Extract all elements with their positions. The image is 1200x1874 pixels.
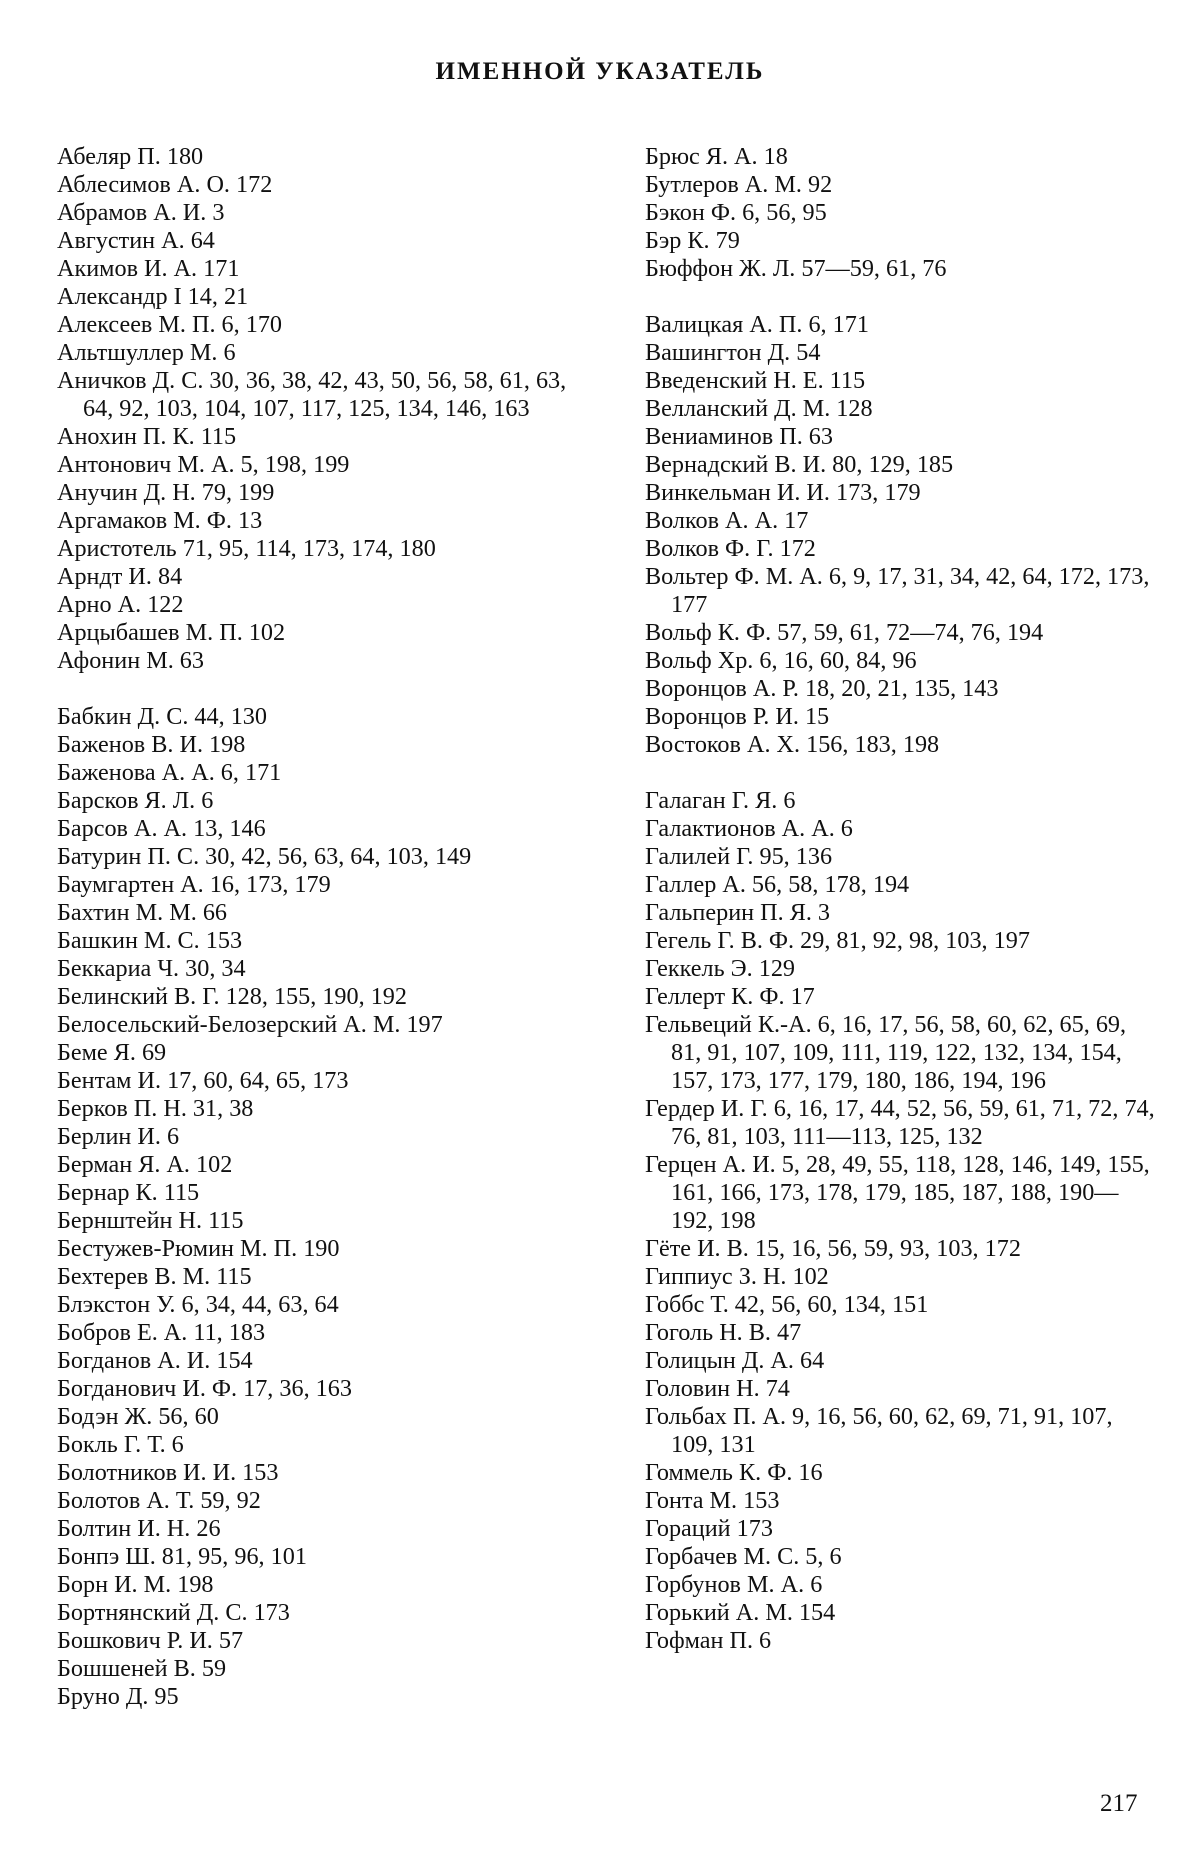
index-entry: Гоббс Т. 42, 56, 60, 134, 151	[645, 1291, 929, 1318]
index-entry: Болотников И. И. 153	[57, 1459, 279, 1486]
index-entry: Гораций 173	[645, 1515, 773, 1542]
page-title: ИМЕННОЙ УКАЗАТЕЛЬ	[435, 58, 765, 85]
index-entry: Винкельман И. И. 173, 179	[645, 479, 921, 506]
index-entry: Белосельский-Белозерский А. М. 197	[57, 1011, 443, 1038]
index-entry: Аничков Д. С. 30, 36, 38, 42, 43, 50, 56, 58, 61, 63, 64, 92, 103, 104, 107, 117, 125, 134, 146, 163	[57, 367, 567, 422]
index-entry: Бюффон Ж. Л. 57—59, 61, 76	[645, 255, 947, 282]
index-entry: Востоков А. Х. 156, 183, 198	[645, 731, 940, 758]
index-entry: Галактионов А. А. 6	[645, 815, 853, 842]
index-entry: Гердер И. Г. 6, 16, 17, 44, 52, 56, 59, 61, 71, 72, 74, 76, 81, 103, 111—113, 125, 132	[645, 1095, 1155, 1150]
index-entry: Афонин М. 63	[57, 647, 204, 674]
index-entry: Берлин И. 6	[57, 1123, 180, 1150]
page-number: 217	[1100, 1790, 1138, 1817]
index-entry: Гофман П. 6	[645, 1627, 772, 1654]
index-entry: Воронцов А. Р. 18, 20, 21, 135, 143	[645, 675, 999, 702]
index-entry: Головин Н. 74	[645, 1375, 790, 1402]
index-entry: Барсов А. А. 13, 146	[57, 815, 266, 842]
index-entry: Бэкон Ф. 6, 56, 95	[645, 199, 827, 226]
index-entry: Геллерт К. Ф. 17	[645, 983, 815, 1010]
index-entry: Барсков Я. Л. 6	[57, 787, 214, 814]
index-entry: Бехтерев В. М. 115	[57, 1263, 252, 1290]
index-entry: Вернадский В. И. 80, 129, 185	[645, 451, 954, 478]
index-entry: Августин А. 64	[57, 227, 215, 254]
index-entry: Голицын Д. А. 64	[645, 1347, 825, 1374]
index-entry: Велланский Д. М. 128	[645, 395, 873, 422]
index-entry: Гиппиус З. Н. 102	[645, 1263, 829, 1290]
index-entry: Александр I 14, 21	[57, 283, 249, 310]
index-entry: Баженова А. А. 6, 171	[57, 759, 282, 786]
index-entry: Горбачев М. С. 5, 6	[645, 1543, 842, 1570]
index-entry: Блэкстон У. 6, 34, 44, 63, 64	[57, 1291, 339, 1318]
index-entry: Бестужев-Рюмин М. П. 190	[57, 1235, 340, 1262]
index-entry: Галлер А. 56, 58, 178, 194	[645, 871, 910, 898]
index-entry: Борн И. М. 198	[57, 1571, 214, 1598]
index-entry: Горбунов М. А. 6	[645, 1571, 823, 1598]
index-entry: Геккель Э. 129	[645, 955, 796, 982]
index-entry: Баженов В. И. 198	[57, 731, 246, 758]
index-entry: Валицкая А. П. 6, 171	[645, 311, 869, 338]
index-entry: Вольф Хр. 6, 16, 60, 84, 96	[645, 647, 917, 674]
index-entry: Акимов И. А. 171	[57, 255, 240, 282]
letter-group-gap	[645, 283, 1155, 311]
index-entry: Гоммель К. Ф. 16	[645, 1459, 823, 1486]
index-entry: Бернштейн Н. 115	[57, 1207, 244, 1234]
index-entry: Берков П. Н. 31, 38	[57, 1095, 254, 1122]
index-entry: Бентам И. 17, 60, 64, 65, 173	[57, 1067, 349, 1094]
index-entry: Арцыбашев М. П. 102	[57, 619, 286, 646]
index-entry: Бабкин Д. С. 44, 130	[57, 703, 267, 730]
index-entry: Аблесимов А. О. 172	[57, 171, 273, 198]
index-entry: Белинский В. Г. 128, 155, 190, 192	[57, 983, 407, 1010]
index-entry: Бошшеней В. 59	[57, 1655, 227, 1682]
index-entry: Бутлеров А. М. 92	[645, 171, 833, 198]
index-entry: Беме Я. 69	[57, 1039, 167, 1066]
index-entry: Бернар К. 115	[57, 1179, 200, 1206]
index-entry: Бонпэ Ш. 81, 95, 96, 101	[57, 1543, 307, 1570]
index-entry: Бодэн Ж. 56, 60	[57, 1403, 219, 1430]
index-entry: Анучин Д. Н. 79, 199	[57, 479, 275, 506]
index-entry: Гельвеций К.-А. 6, 16, 17, 56, 58, 60, 62, 65, 69, 81, 91, 107, 109, 111, 119, 122, 132, 134, 154, 157, 173, 177, 179, 180, 186, 194, 196	[645, 1011, 1127, 1094]
index-entry: Аргамаков М. Ф. 13	[57, 507, 263, 534]
index-entry: Батурин П. С. 30, 42, 56, 63, 64, 103, 149	[57, 843, 472, 870]
letter-group-gap	[57, 675, 577, 703]
index-entry: Вольтер Ф. М. А. 6, 9, 17, 31, 34, 42, 64, 172, 173, 177	[645, 563, 1150, 618]
index-entry: Галаган Г. Я. 6	[645, 787, 796, 814]
index-entry: Богданов А. И. 154	[57, 1347, 253, 1374]
index-entry: Вашингтон Д. 54	[645, 339, 821, 366]
index-entry: Болотов А. Т. 59, 92	[57, 1487, 261, 1514]
index-entry: Гонта М. 153	[645, 1487, 780, 1514]
index-entry: Брюс Я. А. 18	[645, 143, 788, 170]
index-entry: Вольф К. Ф. 57, 59, 61, 72—74, 76, 194	[645, 619, 1044, 646]
index-entry: Вениаминов П. 63	[645, 423, 833, 450]
index-entry: Бошкович Р. И. 57	[57, 1627, 244, 1654]
index-entry: Альтшуллер М. 6	[57, 339, 236, 366]
index-column-right	[645, 143, 1155, 1655]
index-entry: Абеляр П. 180	[57, 143, 204, 170]
index-entry: Горький А. М. 154	[645, 1599, 836, 1626]
index-entry: Галилей Г. 95, 136	[645, 843, 833, 870]
index-entry: Бахтин М. М. 66	[57, 899, 228, 926]
index-entry: Бобров Е. А. 11, 183	[57, 1319, 266, 1346]
index-entry: Берман Я. А. 102	[57, 1151, 233, 1178]
index-entry: Абрамов А. И. 3	[57, 199, 225, 226]
index-entry: Бэр К. 79	[645, 227, 740, 254]
index-entry: Арндт И. 84	[57, 563, 183, 590]
index-entry: Введенский Н. Е. 115	[645, 367, 866, 394]
index-entry: Бокль Г. Т. 6	[57, 1431, 184, 1458]
index-column-left	[57, 143, 577, 1711]
index-entry: Волков А. А. 17	[645, 507, 809, 534]
index-entry: Арно А. 122	[57, 591, 184, 618]
index-entry: Гальперин П. Я. 3	[645, 899, 831, 926]
index-entry: Башкин М. С. 153	[57, 927, 243, 954]
index-entry: Гоголь Н. В. 47	[645, 1319, 802, 1346]
index-entry: Алексеев М. П. 6, 170	[57, 311, 283, 338]
index-entry: Гегель Г. В. Ф. 29, 81, 92, 98, 103, 197	[645, 927, 1030, 954]
index-entry: Антонович М. А. 5, 198, 199	[57, 451, 350, 478]
index-entry: Богданович И. Ф. 17, 36, 163	[57, 1375, 352, 1402]
index-entry: Бортнянский Д. С. 173	[57, 1599, 290, 1626]
index-entry: Баумгартен А. 16, 173, 179	[57, 871, 331, 898]
index-entry: Аристотель 71, 95, 114, 173, 174, 180	[57, 535, 436, 562]
index-entry: Герцен А. И. 5, 28, 49, 55, 118, 128, 146, 149, 155, 161, 166, 173, 178, 179, 185, 187, 188, 190—192, 198	[645, 1151, 1150, 1234]
index-entry: Болтин И. Н. 26	[57, 1515, 221, 1542]
index-entry: Волков Ф. Г. 172	[645, 535, 816, 562]
index-entry: Беккариа Ч. 30, 34	[57, 955, 246, 982]
letter-group-gap	[645, 759, 1155, 787]
index-entry: Гольбах П. А. 9, 16, 56, 60, 62, 69, 71, 91, 107, 109, 131	[645, 1403, 1113, 1458]
index-entry: Анохин П. К. 115	[57, 423, 237, 450]
index-entry: Бруно Д. 95	[57, 1683, 179, 1710]
index-entry: Воронцов Р. И. 15	[645, 703, 830, 730]
index-entry: Гёте И. В. 15, 16, 56, 59, 93, 103, 172	[645, 1235, 1021, 1262]
